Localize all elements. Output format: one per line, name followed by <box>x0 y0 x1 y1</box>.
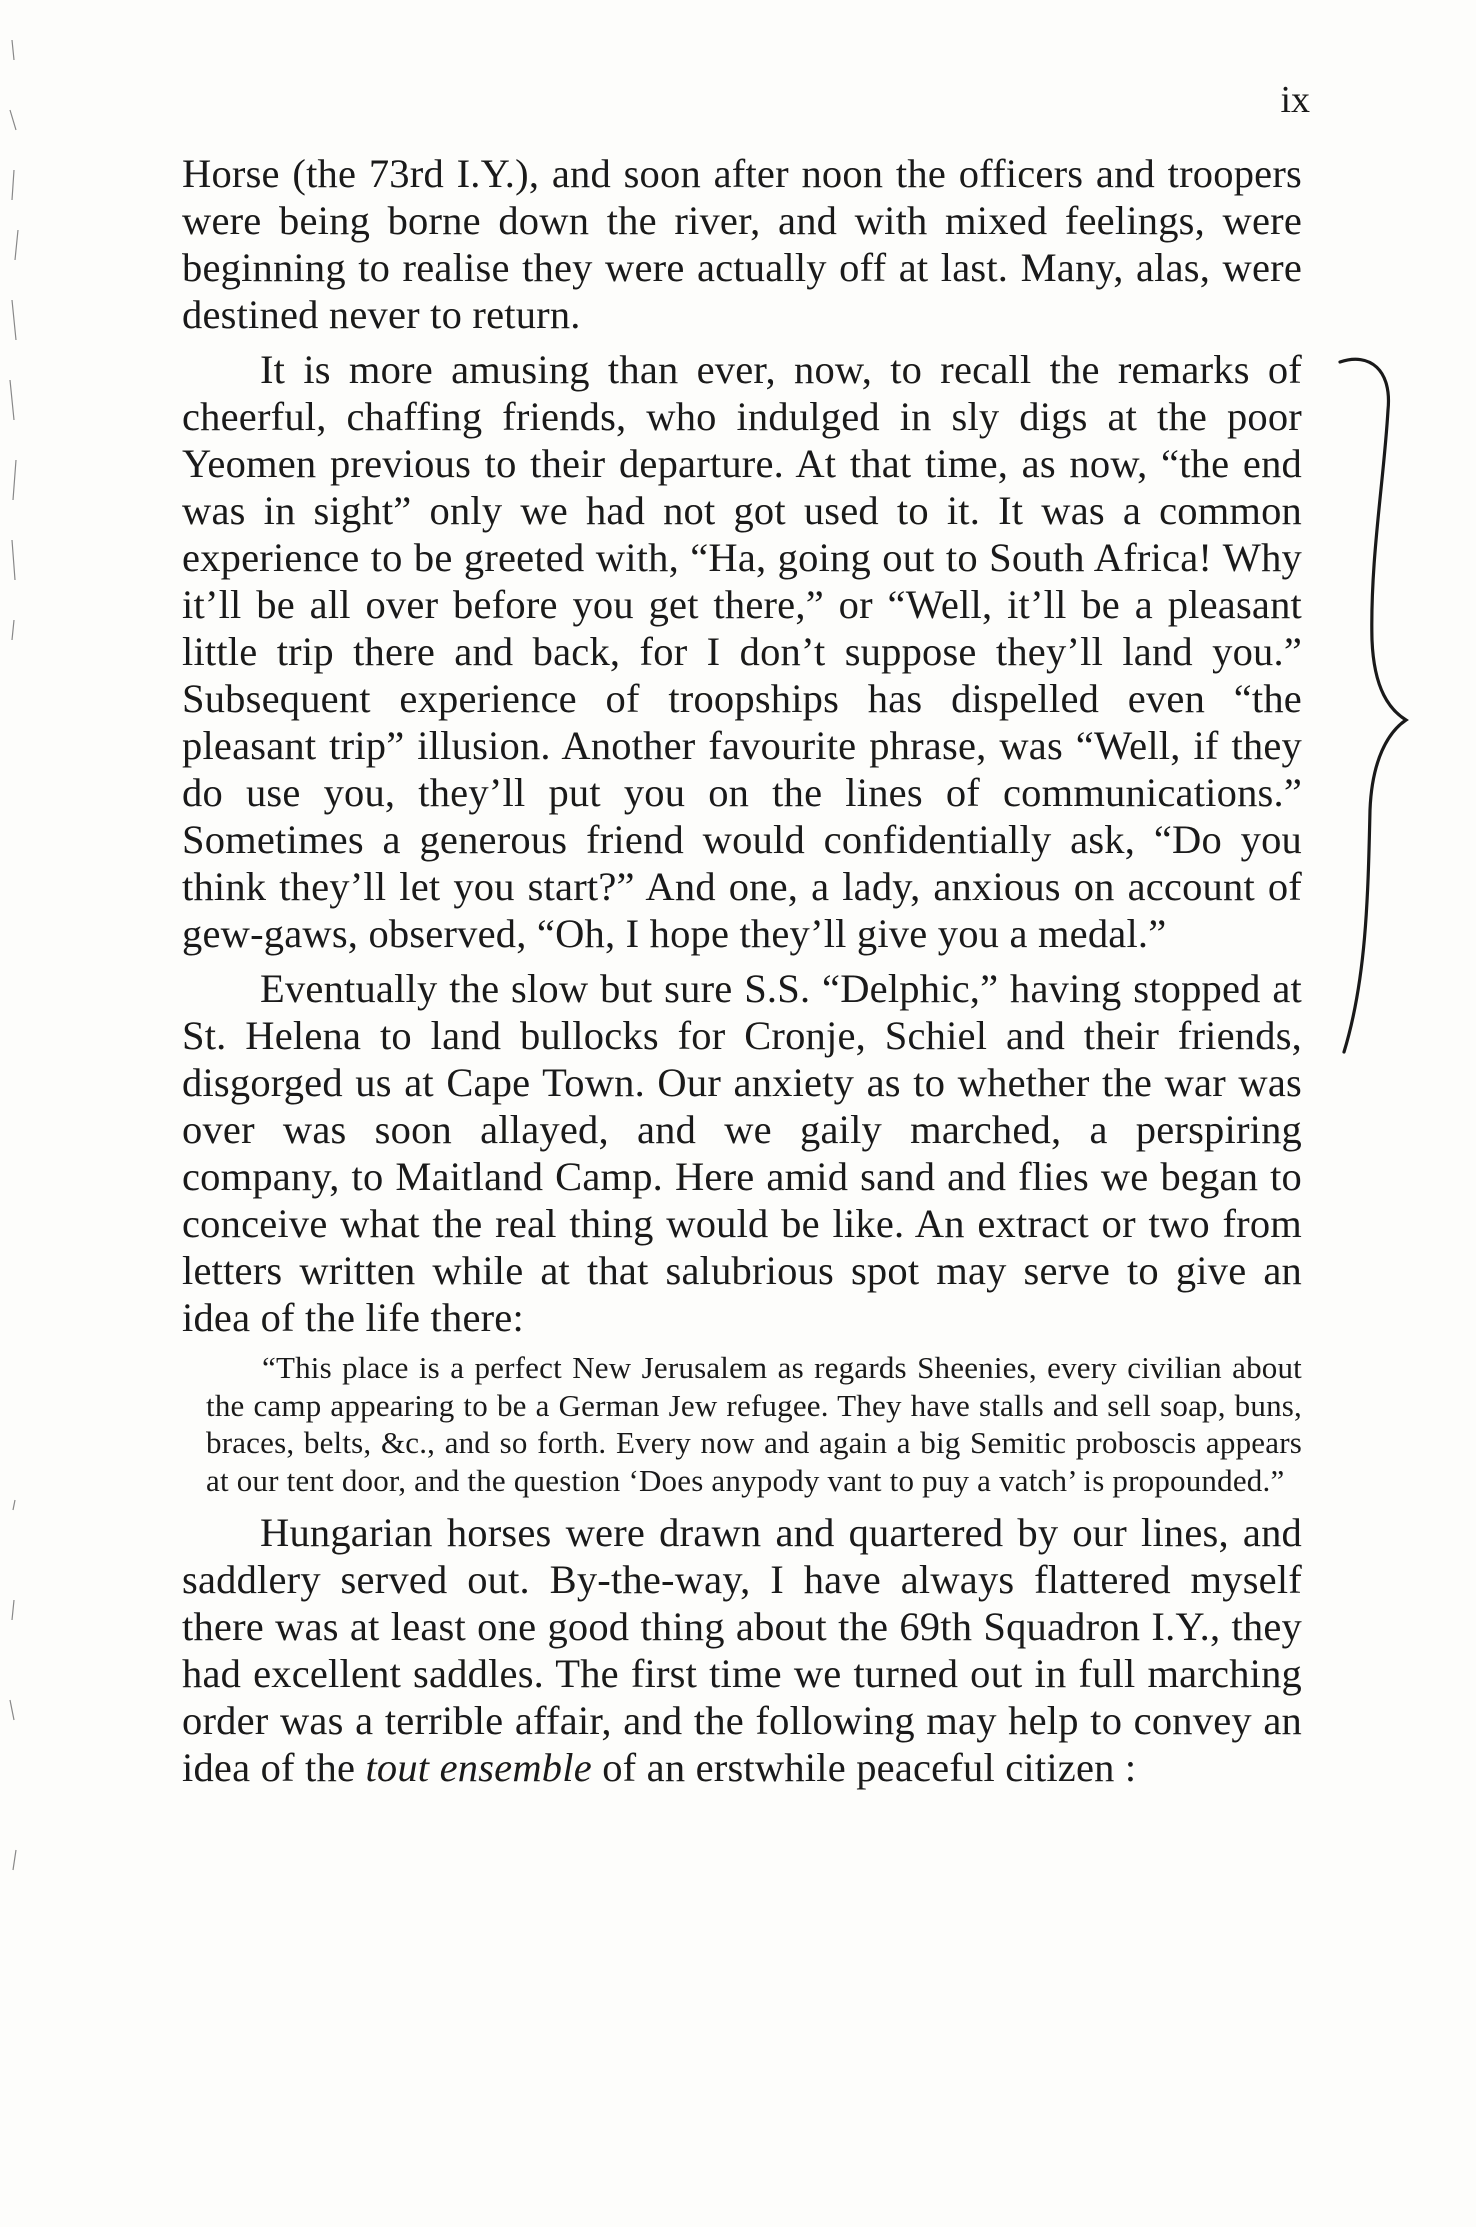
paragraph-4-text: Hungarian horses were drawn and quartered by our lines, and saddlery served out. By-the-way, I have always flattered myself there was at least one good thing about the 69th Squadron I.Y., they had excellent saddles. The first time we turned out in full marching order was a terrible affair, and the following may help to convey an idea of the <box>182 1510 1302 1790</box>
paragraph-1: Horse (the 73rd I.Y.), and soon after noon the officers and troopers were being borne down the river, and with mixed feelings, were beginning to realise they were actually off at last. Many, alas, were destined never to return. <box>182 151 1302 337</box>
paragraph-2: It is more amusing than ever, now, to recall the remarks of cheerful, chaffing friends, who indulged in sly digs at the poor Yeomen previous to their departure. At that time, as now, “the end was in sight” only we had not got used to it. It was a common experience to be greeted with, “Ha, going out to South Africa! Why it’ll be all over before you get there,” or “Well, it’ll be a pleasant little trip there and back, for I don’t suppose they’ll land you.” Subsequent experience of troopships has dispelled even “the pleasant trip” illusion. Another favourite phrase, was “Well, if they do use you, they’ll put you on the lines of communications.” Sometimes a generous friend would confidentially ask, “Do you think they’ll let you start?” And one, a lady, anxious on account of gew-gaws, observed, “Oh, I hope they’ll give you a medal.” <box>182 347 1302 956</box>
handwritten-bracket-mark <box>1300 340 1410 1060</box>
paragraph-4 <box>182 1509 1302 1791</box>
body-text <box>182 150 1302 1799</box>
page-number: ix <box>1280 79 1310 121</box>
paragraph-3: Eventually the slow but sure S.S. “Delphic,” having stopped at St. Helena to land bullocks for Cronje, Schiel and their friends, disgorged us at Cape Town. Our anxiety as to whether the war was over was soon allayed, and we gaily marched, a perspiring company, to Maitland Camp. Here amid sand and flies we began to conceive what the real thing would be like. An extract or two from letters written while at that salubrious spot may serve to give an idea of the life there: <box>182 966 1302 1340</box>
italic-phrase: tout ensemble <box>365 1745 592 1790</box>
paragraph-4-ending: of an erstwhile peaceful citizen : <box>591 1745 1137 1790</box>
letter-extract: “This place is a perfect New Jerusalem as regards Sheenies, every civilian about the camp appearing to be a German Jew refugee. They have stalls and sell soap, buns, braces, belts, &c., and so forth. Every now and again a big Semitic proboscis appears at our tent door, and the question ‘Does anypody vant to puy a vatch’ is propounded.” <box>206 1350 1302 1498</box>
margin-specks <box>0 0 40 2227</box>
